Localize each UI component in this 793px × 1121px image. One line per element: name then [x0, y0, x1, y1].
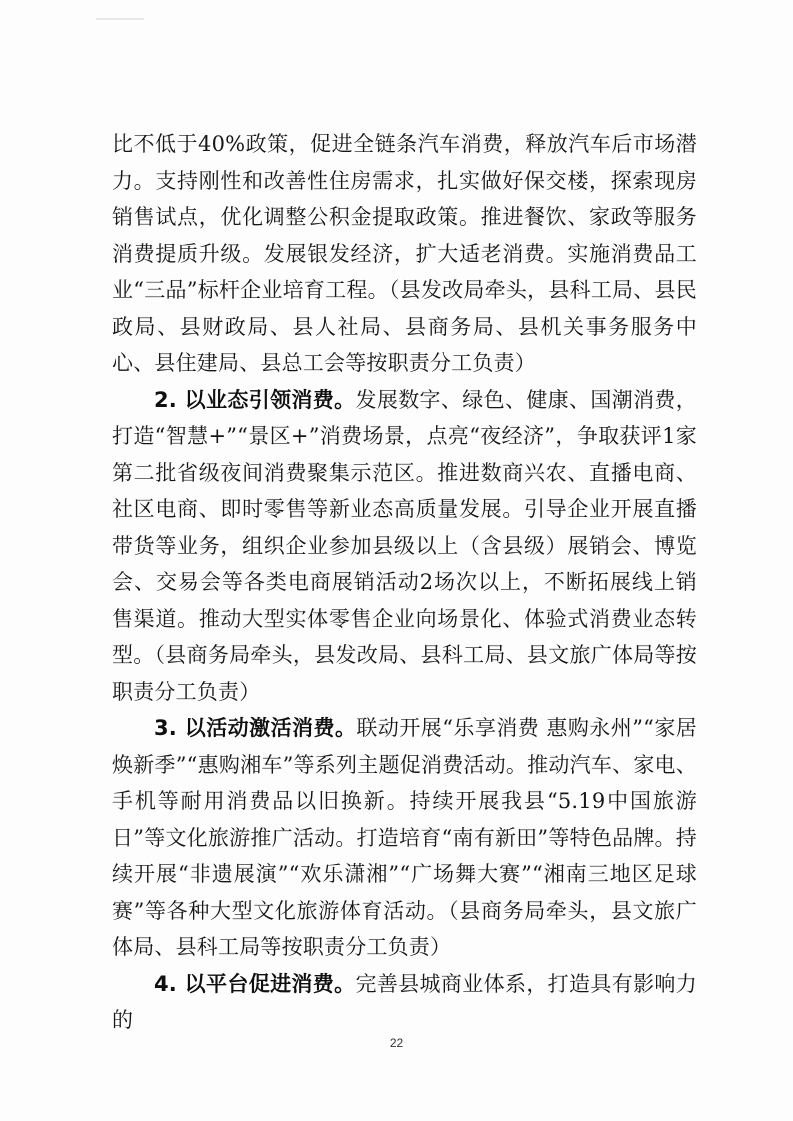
paragraph-3-lead: 3. 以活动激活消费。 — [154, 716, 357, 740]
scan-artifact — [96, 18, 144, 20]
paragraph-1 — [112, 126, 697, 382]
page-number: 22 — [389, 1036, 404, 1050]
paragraph-1-text: 比不低于40%政策，促进全链条汽车消费，释放汽车后市场潜力。支持刚性和改善性住房需求，扎实做好保交楼，探索现房销售试点，优化调整公积金提取政策。推进餐饮、家政等服务消费提质升级。发展银发经济，扩大适老消费。实施消费品工业“三品”标杆企业培育工程。（县发改局牵头，县科工局、县民政局、县财政局、县人社局、县商务局、县机关事务服务中心、县住建局、县总工会等按职责分工负责） — [112, 132, 697, 375]
paragraph-3 — [112, 710, 697, 966]
paragraph-4 — [112, 966, 697, 1039]
document-body — [112, 126, 697, 1039]
paragraph-4-lead: 4. 以平台促进消费。 — [154, 971, 356, 996]
paragraph-2-lead: 2. 以业态引领消费。 — [154, 387, 356, 412]
paragraph-2-text: 发展数字、绿色、健康、国潮消费，打造“智慧+”“景区+”消费场景，点亮“夜经济”，争取获评1家第二批省级夜间消费聚集示范区。推进数商兴农、直播电商、社区电商、即时零售等新业态高质量发展。引导企业开展直播带货等业务，组织企业参加县级以上（含县级）展销会、博览会、交易会等各类电商展销活动2场次以上，不断拓展线上销售渠道。推动大型实体零售企业向场景化、体验式消费业态转型。（县商务局牵头，县发改局、县科工局、县文旅广体局等按职责分工负责） — [112, 387, 697, 704]
paragraph-2 — [112, 382, 697, 711]
paragraph-4-text: 完善县城商业体系，打造具有影响力的 — [112, 971, 697, 1032]
paragraph-3-text: 联动开展“乐享消费 惠购永州”“家居焕新季”“惠购湘车”等系列主题促消费活动。推动汽车、家电、手机等耐用消费品以旧换新。持续开展我县“5.19中国旅游日”等文化旅游推广活动。打造培育“南有新田”等特色品牌。持续开展“非遗展演”“欢乐潇湘”“广场舞大赛”“湘南三地区足球赛”等各种大型文化旅游体育活动。（县商务局牵头，县文旅广体局、县科工局等按职责分工负责） — [112, 716, 697, 959]
